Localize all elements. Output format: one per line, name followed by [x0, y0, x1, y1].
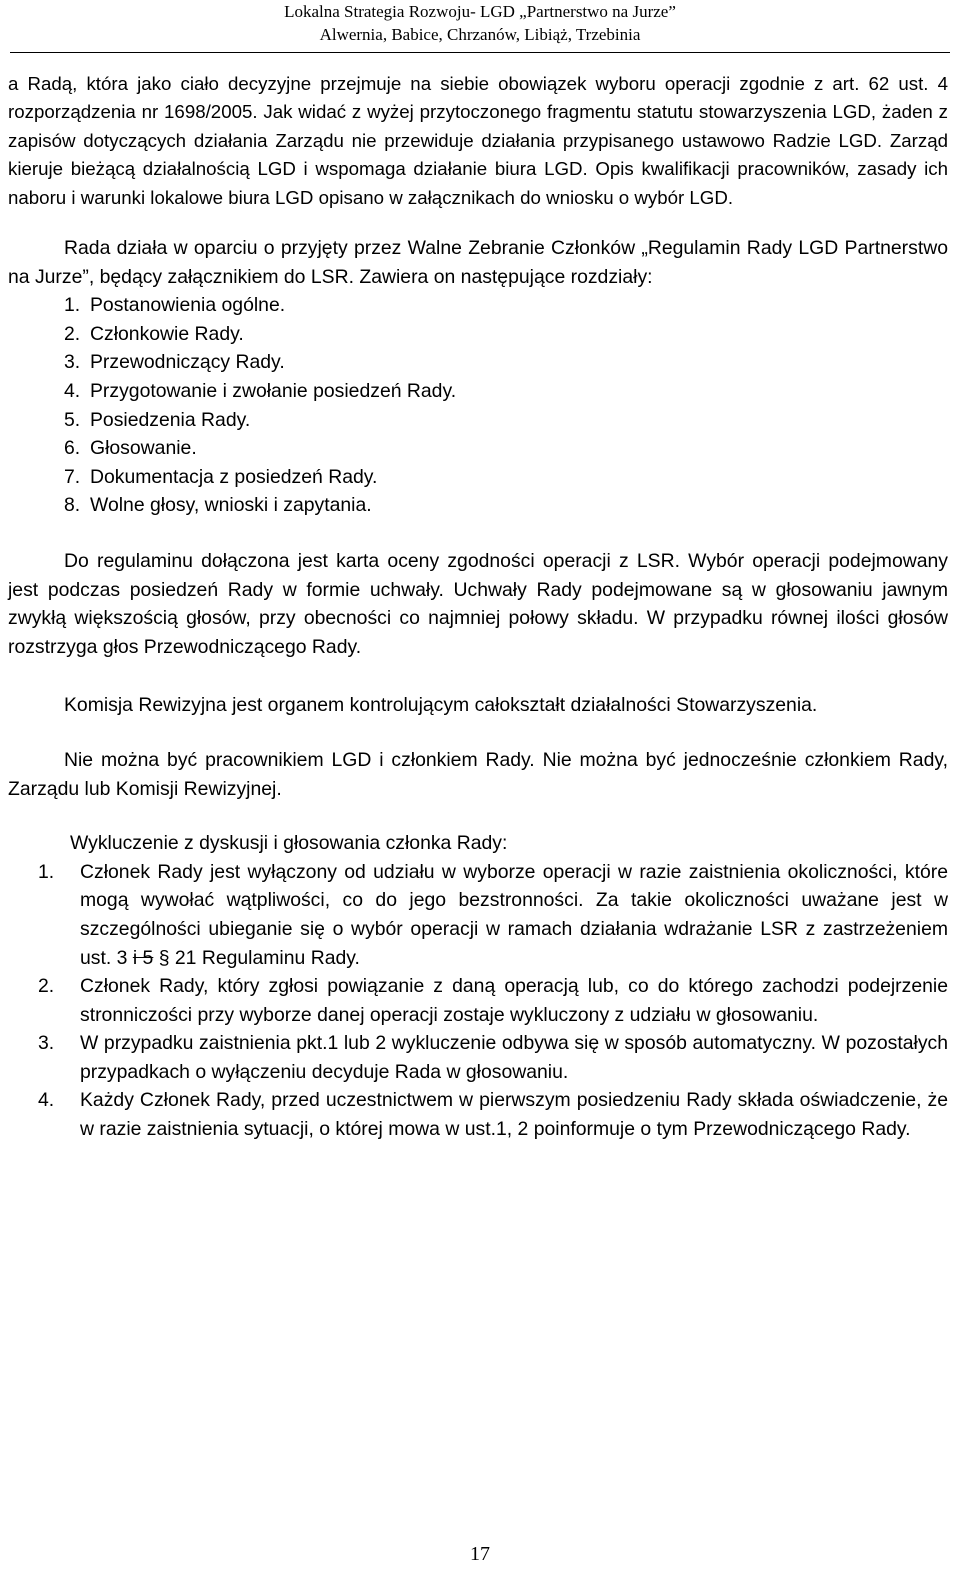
- list-item: 1. Postanowienia ogólne.: [64, 294, 286, 317]
- list-item: 5. Posiedzenia Rady.: [64, 408, 251, 431]
- paragraph-evaluation-card: Do regulaminu dołączona jest karta oceny zgodności operacji z LSR. Wybór operacji podejmowany jest podczas posiedzeń Rady w formie uchwały. Uchwały Rady podejmowane są w głosowaniu jawnym zwykłą większością głosów, przy obecności co najmniej połowy składu. W przypadku równej ilości głosów rozstrzyga głos Przewodniczącego Rady.: [8, 549, 948, 658]
- struck-text: i 5: [132, 946, 154, 969]
- list-item: 1. Członek Rady jest wyłączony od udziału w wyborze operacji w razie zaistnienia okoliczności, które mogą wywołać wątpliwości, co do jego bezstronności. Za takie okoliczności uważane jest w szczególności ubieganie się o wybór operacji w ramach działania wdrażanie LSR z zastrzeżeniem ust. 3 i 5 § 21 Regulaminu Rady.: [38, 860, 948, 969]
- page-header: [0, 0, 960, 46]
- list-item: 7. Dokumentacja z posiedzeń Rady.: [64, 465, 378, 488]
- paragraph-council-regulation: Rada działa w oparciu o przyjęty przez Walne Zebranie Członków „Regulamin Rady LGD Partnerstwo na Jurze”, będący załącznikiem do LSR. Zawiera on następujące rozdziały:: [8, 237, 948, 288]
- list-item: 3. Przewodniczący Rady.: [64, 351, 285, 374]
- paragraph-audit-committee: Komisja Rewizyjna jest organem kontrolującym całokształt działalności Stowarzyszenia.: [64, 694, 818, 717]
- list-item: 3. W przypadku zaistnienia pkt.1 lub 2 wykluczenie odbywa się w sposób automatyczny. W pozostałych przypadkach o wyłączeniu decyduje Rada w głosowaniu.: [38, 1032, 948, 1083]
- paragraph-incompatibility: Nie można być pracownikiem LGD i członkiem Rady. Nie można być jednocześnie członkiem Rady, Zarządu lub Komisji Rewizyjnej.: [8, 748, 948, 800]
- list-item: 8. Wolne głosy, wnioski i zapytania.: [64, 494, 372, 517]
- header-municipalities: Alwernia, Babice, Chrzanów, Libiąż, Trzebinia: [319, 25, 641, 44]
- list-item: 2. Członek Rady, który zgłosi powiązanie z daną operacją lub, co do którego zachodzi podejrzenie stronniczości przy wyborze danej operacji zostaje wykluczony z udziału w głosowaniu.: [38, 975, 948, 1026]
- list-item: 4. Każdy Członek Rady, przed uczestnictwem w pierwszym posiedzeniu Rady składa oświadczenie, że w razie zaistnienia sytuacji, o której mowa w ust.1, 2 poinformuje o tym Przewodniczącego Rady.: [38, 1089, 948, 1141]
- header-title: Lokalna Strategia Rozwoju- LGD „Partnerstwo na Jurze”: [284, 2, 676, 21]
- exclusion-list: [8, 858, 948, 1144]
- list-item: 6. Głosowanie.: [64, 437, 197, 460]
- chapter-list: [8, 291, 948, 520]
- list-item: 2. Członkowie Rady.: [64, 322, 244, 345]
- paragraph-board-role: a Radą, która jako ciało decyzyjne przejmuje na siebie obowiązek wyboru operacji zgodnie z art. 62 ust. 4 rozporządzenia nr 1698/2005. Jak widać z wyżej przytoczonego fragmentu statutu stowarzyszenia LGD, żaden z zapisów dotyczących działania Zarządu nie przewiduje działania przypisanego ustawowo Radzie LGD. Zarząd kieruje bieżącą działalnością LGD i wspomaga działanie biura LGD. Opis kwalifikacji pracowników, zasady ich naboru i warunki lokalowe biura LGD opisano w załącznikach do wniosku o wybór LGD.: [8, 73, 948, 208]
- list-item: 4. Przygotowanie i zwołanie posiedzeń Rady.: [64, 380, 457, 402]
- exclusion-title: Wykluczenie z dyskusji i głosowania członka Rady:: [70, 832, 508, 855]
- page-number: 17: [470, 1543, 490, 1565]
- header-rule: [10, 52, 950, 53]
- document-body: [8, 70, 948, 1144]
